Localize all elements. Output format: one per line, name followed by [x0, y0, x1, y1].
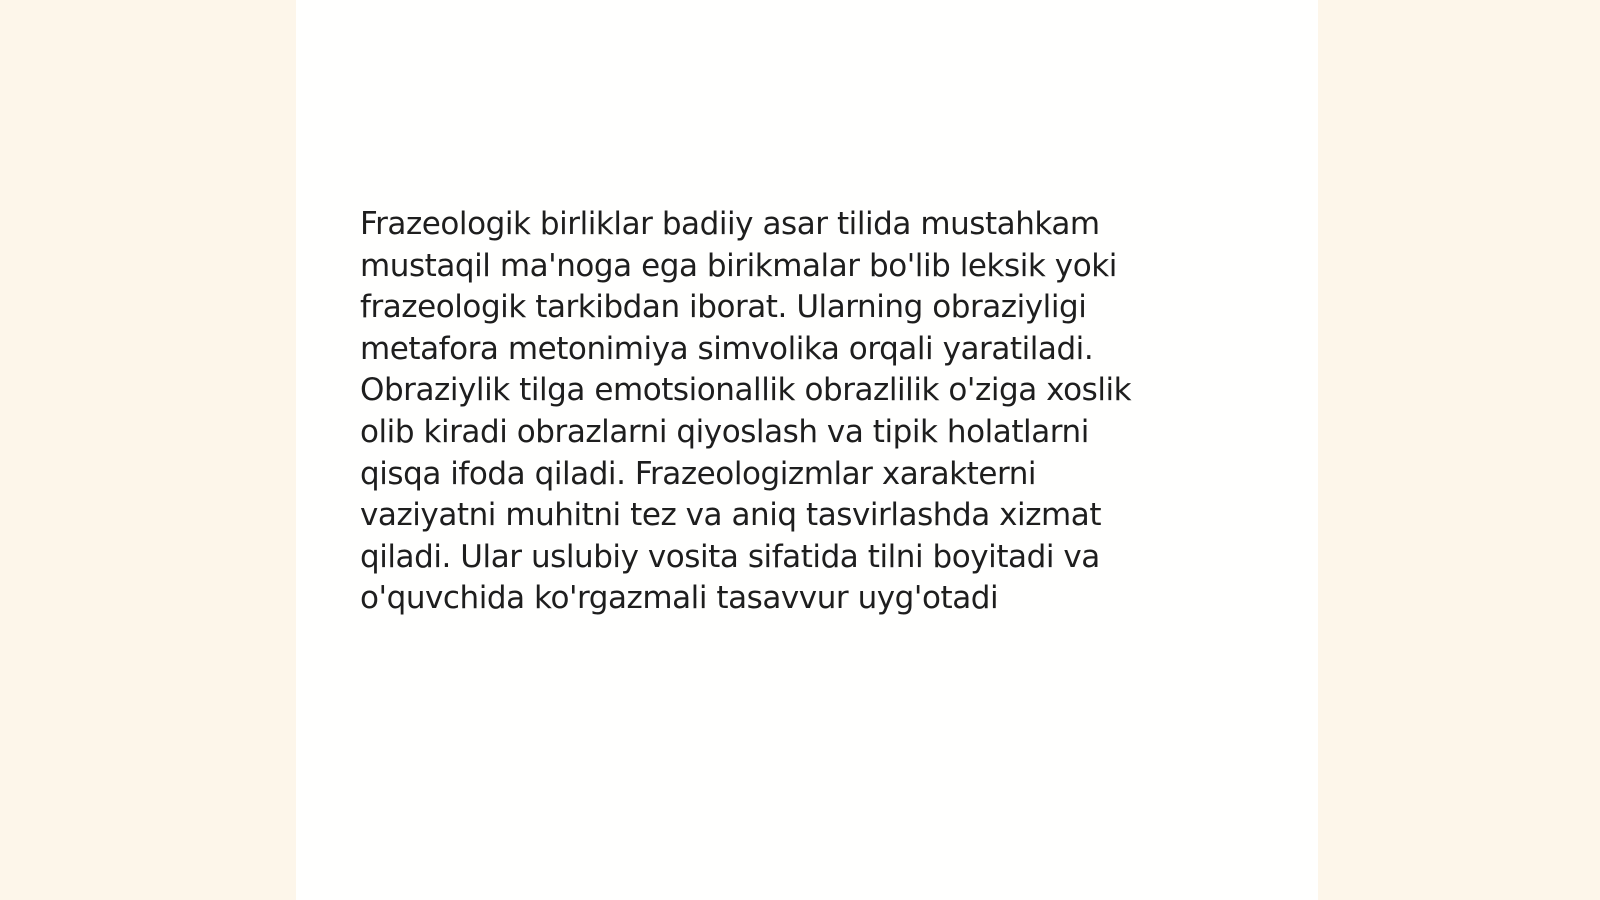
text-line: mustaqil ma'noga ega birikmalar bo'lib leksik yoki	[360, 247, 1117, 284]
text-line: qisqa ifoda qiladi. Frazeologizmlar xarakterni	[360, 455, 1037, 492]
slide-body-text	[360, 204, 1200, 620]
text-line: qiladi. Ular uslubiy vosita sifatida tilni boyitadi va	[360, 538, 1100, 575]
text-line: metafora metonimiya simvolika orqali yaratiladi.	[360, 330, 1094, 367]
text-line: o'quvchida ko'rgazmali tasavvur uyg'otadi	[360, 580, 999, 617]
text-line: olib kiradi obrazlarni qiyoslash va tipik holatlarni	[360, 413, 1089, 450]
text-line: Obraziylik tilga emotsionallik obrazlilik o'ziga xoslik	[360, 372, 1132, 409]
text-line: frazeologik tarkibdan iborat. Ularning obraziyligi	[360, 289, 1087, 326]
text-line: Frazeologik birliklar badiiy asar tilida mustahkam	[360, 206, 1100, 242]
text-line: vaziyatni muhitni tez va aniq tasvirlashda xizmat	[360, 497, 1102, 534]
slide	[296, 0, 1318, 900]
